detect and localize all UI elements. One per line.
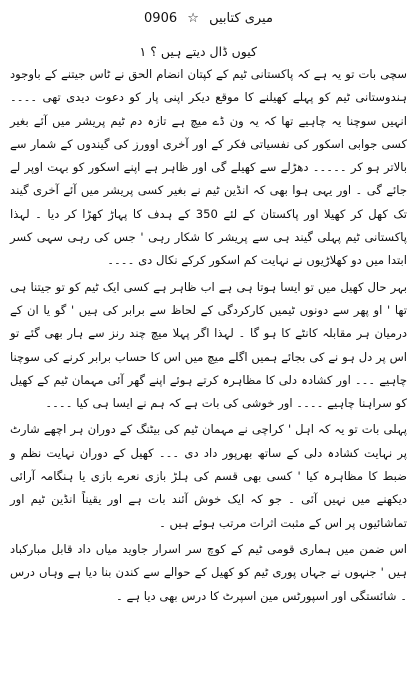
article-heading: کیوں ڈال دیتے ہیں ؟ ۱ [139,44,257,59]
paragraph-1: سچی بات تو یہ ہے کہ پاکستانی ٹیم کے کپتان انضام الحق نے ٹاس جیتنے کے باوجود ہندوستانی ٹیم کو پہلے کھیلنے کا موقع دیکر اپنی پار کو دعوت دیدی تھی ۔۔۔۔ انہیں سوچنا یہ چاہیے تھا کہ یہ ون ڈے میچ ہے تازہ دم ٹیم پریشر میں آئے بغیر کسی جوابی اسکور کی نفسیاتی فکر کے اور آخری اوورز کی گیندوں کے شمار سے بالاتر ہو کر ۔۔۔۔۔ دھڑلے سے کھیلے گی اور ظاہر ہے اپنے اسکور کو بہت اوپر لے جائے گی ۔ اور یہی ہوا بھی کہ انڈین ٹیم نے بغیر کسی پریشر میں آئے آخری گیند تک کھل کر کھیلا اور پاکستان کے لئے 350 کے ہدف کا پہاڑ کھڑا کر دیا ۔ لہذا پاکستانی ٹیم پہلی گیند ہی سے پریشر کا شکار رہی ' جس کی رہی سہی کسر ابتدا میں دو کھلاڑیوں نے نہایت کم اسکور کرکے نکال دی ۔۔۔۔ [10,67,408,268]
paragraph-2: بہر حال کھیل میں تو ایسا ہوتا ہی ہے اب ظاہر ہے کسی ایک ٹیم کو تو جیتنا ہی تھا ' او پھر سے دونوں ٹیمیں کارکردگی کے لحاظ سے برابر کی ہیں ' گو یا ان کے درمیان ہر مقابلہ کانٹے کا ہو گا ۔ لہذا اگر پہلا میچ چند رنز سے ہار بھی گئے تو اس پر دل ہو نے کی بجائے ہمیں اگلے میچ میں اس کا حساب برابر کرنے کی سوچنا چاہیے ۔۔۔ اور کشادہ دلی کا مظاہرہ کرتے ہوئے اپنے گھر آئی مہمان ٹیم کے کھیل کو سراہنا چاہیے ۔۔۔۔ اور خوشی کی بات ہے کہ ہم نے ایسا ہی کیا ۔۔۔۔ [10,279,407,411]
page-number: 0906 [144,11,178,26]
star-icon: ☆ [187,11,199,26]
page-header [10,8,407,30]
paragraph-4: اس ضمن میں ہماری قومی ٹیم کے کوچ سر اسرار جاوید میاں داد قابل مبارکباد ہیں ' جنہوں نے جہاں پوری ٹیم کو کھیل کے حوالے سے کندن بنا دیا ہے وہاں درس ۔ شائستگی اور اسپورٹس مین اسپرٹ کا درس بھی دیا ہے ۔ [10,541,407,603]
paragraph-3: پہلی بات تو یہ کہ اہل ' کراچی نے مہمان ٹیم کی بیٹنگ کے دوران ہر اچھے شارٹ پر نہایت کشادہ دلی کے ساتھ بھرپور داد دی ۔۔۔ کھیل کے دوران نہایت نظم و ضبط کا مظاہرہ کیا ' کسی بھی قسم کی ہلڑ بازی نعرے بازی یا ہنگامہ آرائی دیکھنے میں نہیں آئی ۔ جو کہ ایک خوش آئند بات ہے اور یقیناً انڈین ٹیم اور تماشائیوں پر اس کے مثبت اثرات مرتب ہوئے ہیں ۔ [10,422,407,530]
book-title: میری کتابیں [209,11,273,26]
